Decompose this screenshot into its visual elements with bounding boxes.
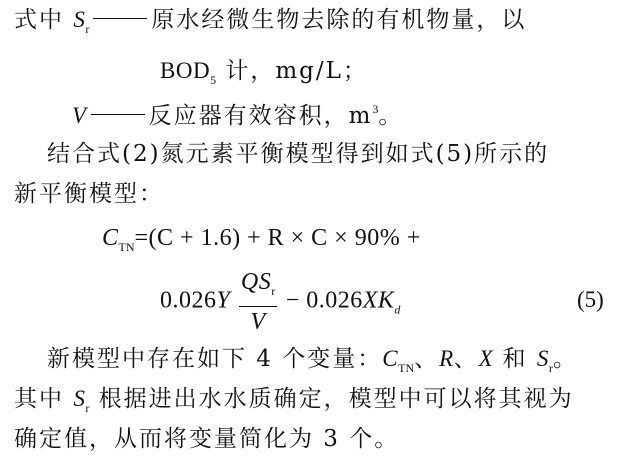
definition-v-line — [72, 95, 403, 130]
var-x: X — [478, 346, 494, 371]
paragraph-line-3 — [14, 385, 574, 422]
var-v: V — [72, 103, 87, 128]
separator: 、 — [453, 346, 479, 372]
eq-c: C — [102, 225, 119, 251]
eq-coef-b: − 0.026 — [285, 287, 363, 314]
sub-5: 5 — [210, 73, 217, 87]
var-s: S — [536, 346, 549, 371]
eq-sub-tn: TN — [118, 240, 135, 254]
text-shizhong: 式中 — [14, 7, 74, 33]
paragraph-line-1: 结合式(2)氮元素平衡模型得到如式(5)所示的 — [47, 141, 550, 167]
fraction-bar — [239, 306, 277, 307]
sub-r: r — [85, 22, 90, 36]
eq-fraction — [239, 268, 277, 336]
variables-intro: 新模型中存在如下 4 个变量： — [47, 346, 383, 372]
separator: 、 — [414, 346, 440, 372]
equation-line-1 — [102, 224, 421, 261]
var-r: R — [439, 346, 454, 371]
eq-y: Y — [216, 287, 231, 314]
sup-3: 3 — [372, 102, 379, 116]
definition-sr-line — [14, 6, 526, 43]
text-bod: BOD — [160, 58, 211, 83]
equation-number: (5) — [577, 287, 604, 312]
variables-line — [47, 345, 578, 382]
sub-tn: TN — [398, 361, 415, 375]
eq-rhs: =(C + 1.6) + R × C × 90% + — [134, 225, 421, 251]
var-c: C — [382, 346, 399, 371]
eq-xk: XK — [362, 287, 395, 314]
unit-text: 计，mg/L； — [216, 58, 368, 84]
paragraph-text: 根据进出水水质确定，模型中可以将其视为 — [89, 386, 574, 412]
definition-sr-text: 原水经微生物去除的有机物量，以 — [151, 7, 527, 33]
period: 。 — [378, 103, 404, 129]
paragraph-line-4: 确定值，从而将变量简化为 3 个。 — [14, 426, 400, 452]
text-qizhong: 其中 — [14, 386, 74, 412]
var-s: S — [73, 386, 86, 411]
definition-unit-line — [160, 57, 368, 94]
em-dash-rule — [93, 18, 147, 19]
eq-coef-a: 0.026 — [160, 287, 217, 314]
sub-r: r — [548, 361, 553, 375]
paragraph-line-2: 新平衡模型： — [14, 181, 164, 207]
definition-v-text: 反应器有效容积，m — [148, 103, 373, 129]
equation-line-2 — [160, 268, 400, 336]
fraction-numerator: $QS_r$ — [240, 269, 276, 298]
var-s: S — [73, 7, 86, 32]
sub-r: r — [85, 401, 90, 415]
conjunction: 和 — [493, 346, 537, 372]
fraction-denominator: V — [250, 309, 266, 335]
eq-sub-d: d — [394, 302, 401, 317]
period: 。 — [552, 346, 578, 372]
em-dash-rule — [91, 114, 145, 115]
